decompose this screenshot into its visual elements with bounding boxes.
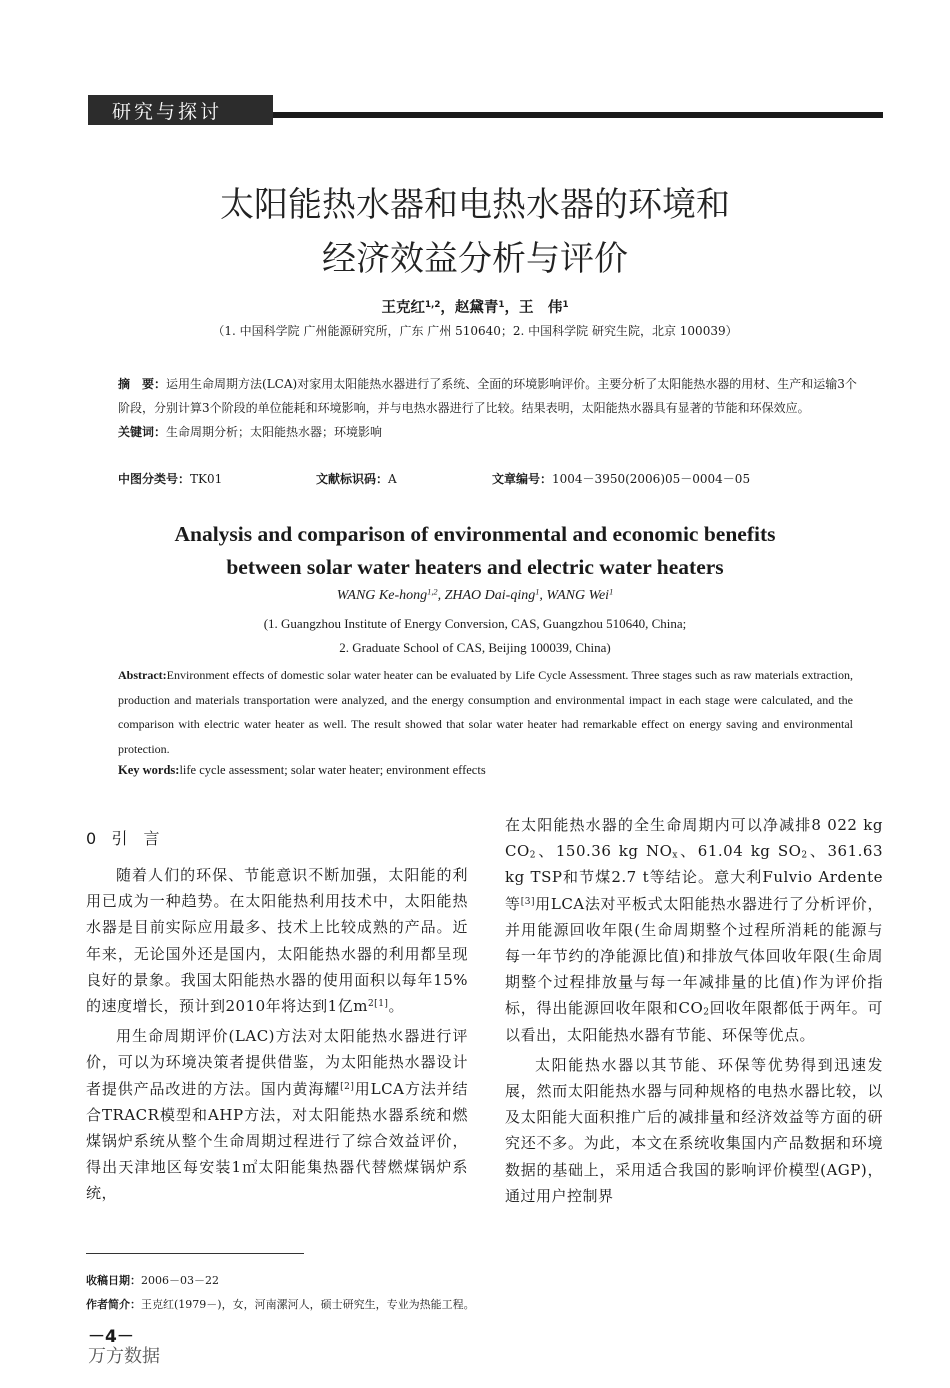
title-zh <box>100 178 850 286</box>
footnote-received <box>86 1272 219 1288</box>
clc-value: TK01 <box>190 472 223 486</box>
author-2-sup: 1 <box>498 300 505 311</box>
title-en-line1: Analysis and comparison of environmental and economic benefits <box>174 522 776 546</box>
paragraph-2 <box>86 1023 468 1206</box>
p3-sub4: 2 <box>703 1007 710 1018</box>
author-en-2: ZHAO Dai-qing <box>444 588 536 603</box>
author-1: 王克红 <box>381 300 425 316</box>
p3-sub2: x <box>672 850 678 861</box>
author-en-1-sup: 1,2 <box>427 587 438 597</box>
keywords-en-label: Key words: <box>118 763 180 777</box>
abstract-zh <box>118 372 858 444</box>
title-en-line2: between solar water heaters and electric water heaters <box>226 555 724 579</box>
article-no-value: 1004－3950(2006)05－0004－05 <box>552 472 751 486</box>
footnote-author <box>86 1296 475 1312</box>
author-1-sup: 1,2 <box>425 300 441 311</box>
p3-sub1: 2 <box>529 850 537 861</box>
abstract-en-text: Environment effects of domestic solar water heater can be evaluated by Life Cycle Assessment. Three stages such as raw materials extraction, production and materials transportation were analyzed, and the energy consumption and environmental impact in each stage were calculated, and the comparison with electric water heater as well. The result showed that solar water heater had remarkable effect on energy saving and environmental protection. <box>118 668 853 756</box>
abstract-en <box>118 663 853 761</box>
affiliation-en-1: (1. Guangzhou Institute of Energy Conversion, CAS, Guangzhou 510640, China; <box>263 616 687 631</box>
received-date: 2006－03－22 <box>141 1274 219 1287</box>
author-bio: 王克红(1979－)，女，河南漯河人，硕士研究生，专业为热能工程。 <box>141 1298 475 1311</box>
authors-zh: 王克红$^{1,2}$，赵黛青$^1$，王 伟$^1$ <box>381 300 569 316</box>
paragraph-2-ref: [2] <box>340 1081 355 1092</box>
doc-code-value: A <box>388 472 397 486</box>
author-en-3-sup: 1 <box>609 587 614 597</box>
p3-c: 、61.04 kg SO <box>677 842 802 861</box>
author-2: 赵黛青 <box>454 300 499 316</box>
keywords-en-row <box>118 763 853 778</box>
p3-d: 、361.63 kg TSP和节煤2.7 t等结论。意大利Fulvio Ardente等 <box>505 842 883 913</box>
author-3: 王 伟 <box>518 300 563 316</box>
doc-code-label: 文献标识码： <box>316 472 389 486</box>
author-bio-label: 作者简介： <box>86 1298 141 1311</box>
page-number: －4－ <box>88 1327 134 1347</box>
p3-f: 回收年限都低于两年。可以看出，太阳能热水器有节能、环保等优点。 <box>505 999 883 1044</box>
watermark: 万方数据 <box>88 1346 160 1367</box>
section-tab-label: 研究与探讨 <box>112 100 223 123</box>
p3-a: 在太阳能热水器的全生命周期内可以净减排8 022 kg CO <box>505 816 883 861</box>
p3-e: 用LCA法对平板式太阳能热水器进行了分析评价，并用能源回收年限(生命周期整个过程所消耗的能源与每一年节约的净能源比值)和排放气体回收年限(生命周期整个过程排放量与每一年减排量的比值)作为评价指标，得出能源回收年限和CO <box>505 894 883 1018</box>
section-number: 0 <box>86 829 97 848</box>
author-en-3: WANG Wei <box>546 588 610 603</box>
paragraph-4: 太阳能热水器以其节能、环保等优势得到迅速发展，然而太阳能热水器与同种规格的电热水器比较，以及太阳能大面积推广后的减排量和经济效益等方面的研究还不多。为此，本文在系统收集国内产品数据和环境数据的基础上，采用适合我国的影响评价模型(AGP)，通过用户控制界 <box>505 1055 883 1205</box>
authors-en: WANG Ke-hong$^{1,2}$, ZHAO Dai-qing$^1$, WANG Wei$^1$ <box>336 587 614 603</box>
paragraph-1 <box>86 862 468 1019</box>
section-title: 引 言 <box>111 829 160 848</box>
article-no-label: 文章编号： <box>492 472 553 486</box>
body-right-column <box>505 812 883 1209</box>
keywords-zh-label: 关键词： <box>118 425 167 439</box>
p3-b: 、150.36 kg NO <box>536 842 673 861</box>
keywords-zh: 生命周期分析；太阳能热水器；环境影响 <box>166 425 383 439</box>
paragraph-2-text-b: 用LCA方法并结合TRACR模型和AHP方法，对太阳能热水器系统和燃煤锅炉系统从整个生命周期过程进行了综合效益评价，得出天津地区每安装1㎡太阳能集热器代替燃煤锅炉系统， <box>86 1079 468 1203</box>
paragraph-1-sup: 2[1] <box>367 999 389 1010</box>
clc-label: 中图分类号： <box>118 472 191 486</box>
title-zh-line2: 经济效益分析与评价 <box>322 239 628 279</box>
footnote-rule <box>86 1253 304 1254</box>
affiliations-zh: （1. 中国科学院 广州能源研究所，广东 广州 510640；2. 中国科学院 研究生院，北京 100039） <box>212 324 738 338</box>
title-en <box>80 518 870 584</box>
author-3-sup: 1 <box>562 300 569 311</box>
classification-row <box>118 470 858 492</box>
paragraph-1-text: 随着人们的环保、节能意识不断加强，太阳能的利用已成为一种趋势。在太阳能热利用技术中，太阳能热水器是目前实际应用最多、技术上比较成熟的产品。近年来，无论国外还是国内，太阳能热水器的利用都呈现良好的景象。我国太阳能热水器的使用面积以每年15%的速度增长，预计到2010年将达到1亿m <box>86 866 468 1016</box>
author-en-2-sup: 1 <box>535 587 540 597</box>
abstract-zh-text: 运用生命周期方法(LCA)对家用太阳能热水器进行了系统、全面的环境影响评价。主要分析了太阳能热水器的用材、生产和运输3个阶段，分别计算3个阶段的单位能耗和环境影响，并与电热水器进行了比较。结果表明，太阳能热水器具有显著的节能和环保效应。 <box>118 377 857 415</box>
received-label: 收稿日期： <box>86 1274 141 1287</box>
body-left-column <box>86 862 468 1207</box>
section-rule <box>273 112 883 118</box>
paragraph-1-end: 。 <box>388 997 404 1016</box>
author-en-1: WANG Ke-hong <box>336 588 428 603</box>
keywords-en: life cycle assessment; solar water heater; environment effects <box>179 763 486 777</box>
abstract-zh-label: 摘 要： <box>118 377 167 391</box>
section-tab <box>88 95 273 125</box>
p3-sub3: 2 <box>801 850 808 861</box>
paragraph-2-text-a: 用生命周期评价(LAC)方法对太阳能热水器进行评价，可以为环境决策者提供借鉴，为太阳能热水器设计者提供产品改进的方法。国内黄海耀 <box>86 1027 468 1098</box>
paragraph-3 <box>505 812 883 1048</box>
abstract-en-label: Abstract: <box>118 668 167 682</box>
section-heading <box>86 826 159 849</box>
title-zh-line1: 太阳能热水器和电热水器的环境和 <box>220 185 730 225</box>
affiliation-en-2: 2. Graduate School of CAS, Beijing 100039, China) <box>339 640 611 655</box>
p3-ref: [3] <box>520 896 535 907</box>
